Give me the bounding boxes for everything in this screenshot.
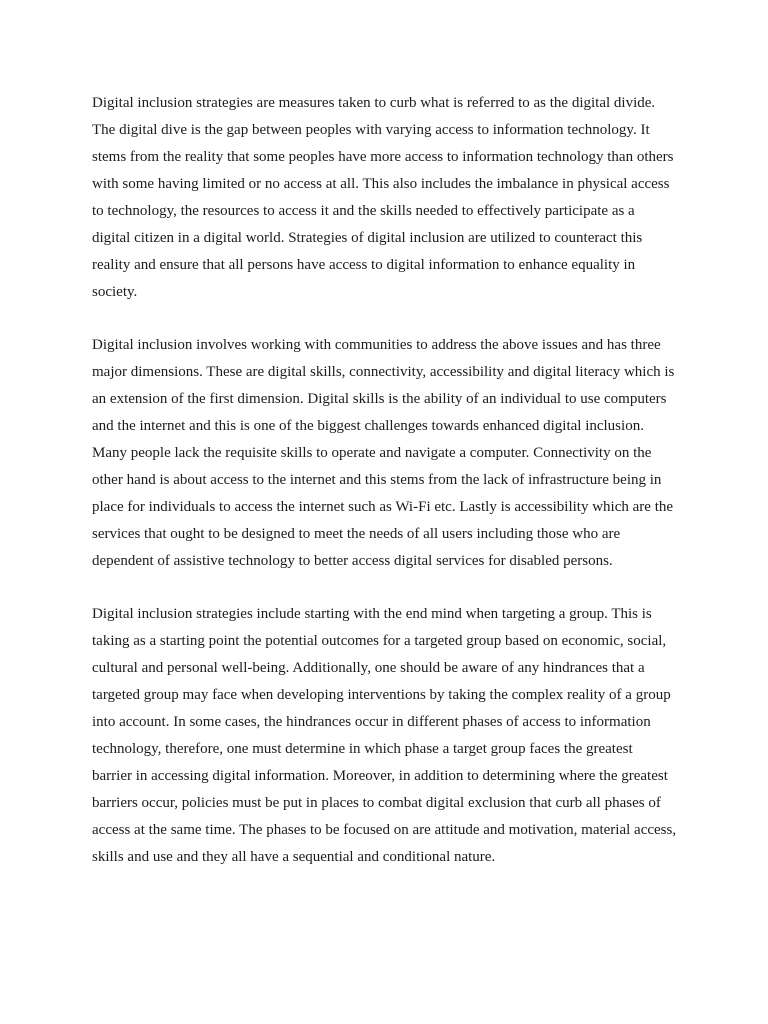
text-line: taking as a starting point the potential outcomes for a targeted group based on economic, social, <box>92 633 667 649</box>
text-line: barriers occur, policies must be put in places to combat digital exclusion that curb all phases of <box>92 795 661 811</box>
text-line: to technology, the resources to access it and the skills needed to effectively participate as a <box>92 203 635 219</box>
text-line: dependent of assistive technology to better access digital services for disabled persons. <box>92 553 613 569</box>
text-line: an extension of the first dimension. Digital skills is the ability of an individual to use computers <box>92 391 667 407</box>
text-line: skills and use and they all have a sequential and conditional nature. <box>92 849 496 865</box>
text-line: with some having limited or no access at all. This also includes the imbalance in physical access <box>92 176 670 192</box>
text-line: reality and ensure that all persons have access to digital information to enhance equality in <box>92 257 636 273</box>
text-line: Many people lack the requisite skills to operate and navigate a computer. Connectivity on the <box>92 445 652 461</box>
text-line: stems from the reality that some peoples have more access to information technology than others <box>92 149 674 165</box>
text-line: barrier in accessing digital information. Moreover, in addition to determining where the greatest <box>92 768 668 784</box>
text-line: Digital inclusion strategies are measures taken to curb what is referred to as the digital divide. <box>92 95 656 111</box>
paragraph-1 <box>92 90 688 306</box>
text-line: The digital dive is the gap between peoples with varying access to information technology. It <box>92 122 650 138</box>
text-line: targeted group may face when developing interventions by taking the complex reality of a group <box>92 687 671 703</box>
text-line: other hand is about access to the internet and this stems from the lack of infrastructure being in <box>92 472 662 488</box>
text-line: digital citizen in a digital world. Strategies of digital inclusion are utilized to counteract this <box>92 230 643 246</box>
document-body <box>92 90 688 897</box>
text-line: technology, therefore, one must determine in which phase a target group faces the greatest <box>92 741 633 757</box>
text-line: society. <box>92 284 138 300</box>
text-line: and the internet and this is one of the biggest challenges towards enhanced digital inclusion. <box>92 418 644 434</box>
paragraph-2 <box>92 332 688 575</box>
text-line: major dimensions. These are digital skills, connectivity, accessibility and digital literacy which is <box>92 364 675 380</box>
text-line: place for individuals to access the internet such as Wi-Fi etc. Lastly is accessibility which are the <box>92 499 674 515</box>
paragraph-3 <box>92 601 688 871</box>
text-line: cultural and personal well-being. Additionally, one should be aware of any hindrances that a <box>92 660 645 676</box>
text-line: Digital inclusion involves working with communities to address the above issues and has three <box>92 337 661 353</box>
text-line: Digital inclusion strategies include starting with the end mind when targeting a group. This is <box>92 606 652 622</box>
text-line: access at the same time. The phases to be focused on are attitude and motivation, material access, <box>92 822 677 838</box>
text-line: into account. In some cases, the hindrances occur in different phases of access to information <box>92 714 651 730</box>
text-line: services that ought to be designed to meet the needs of all users including those who are <box>92 526 621 542</box>
